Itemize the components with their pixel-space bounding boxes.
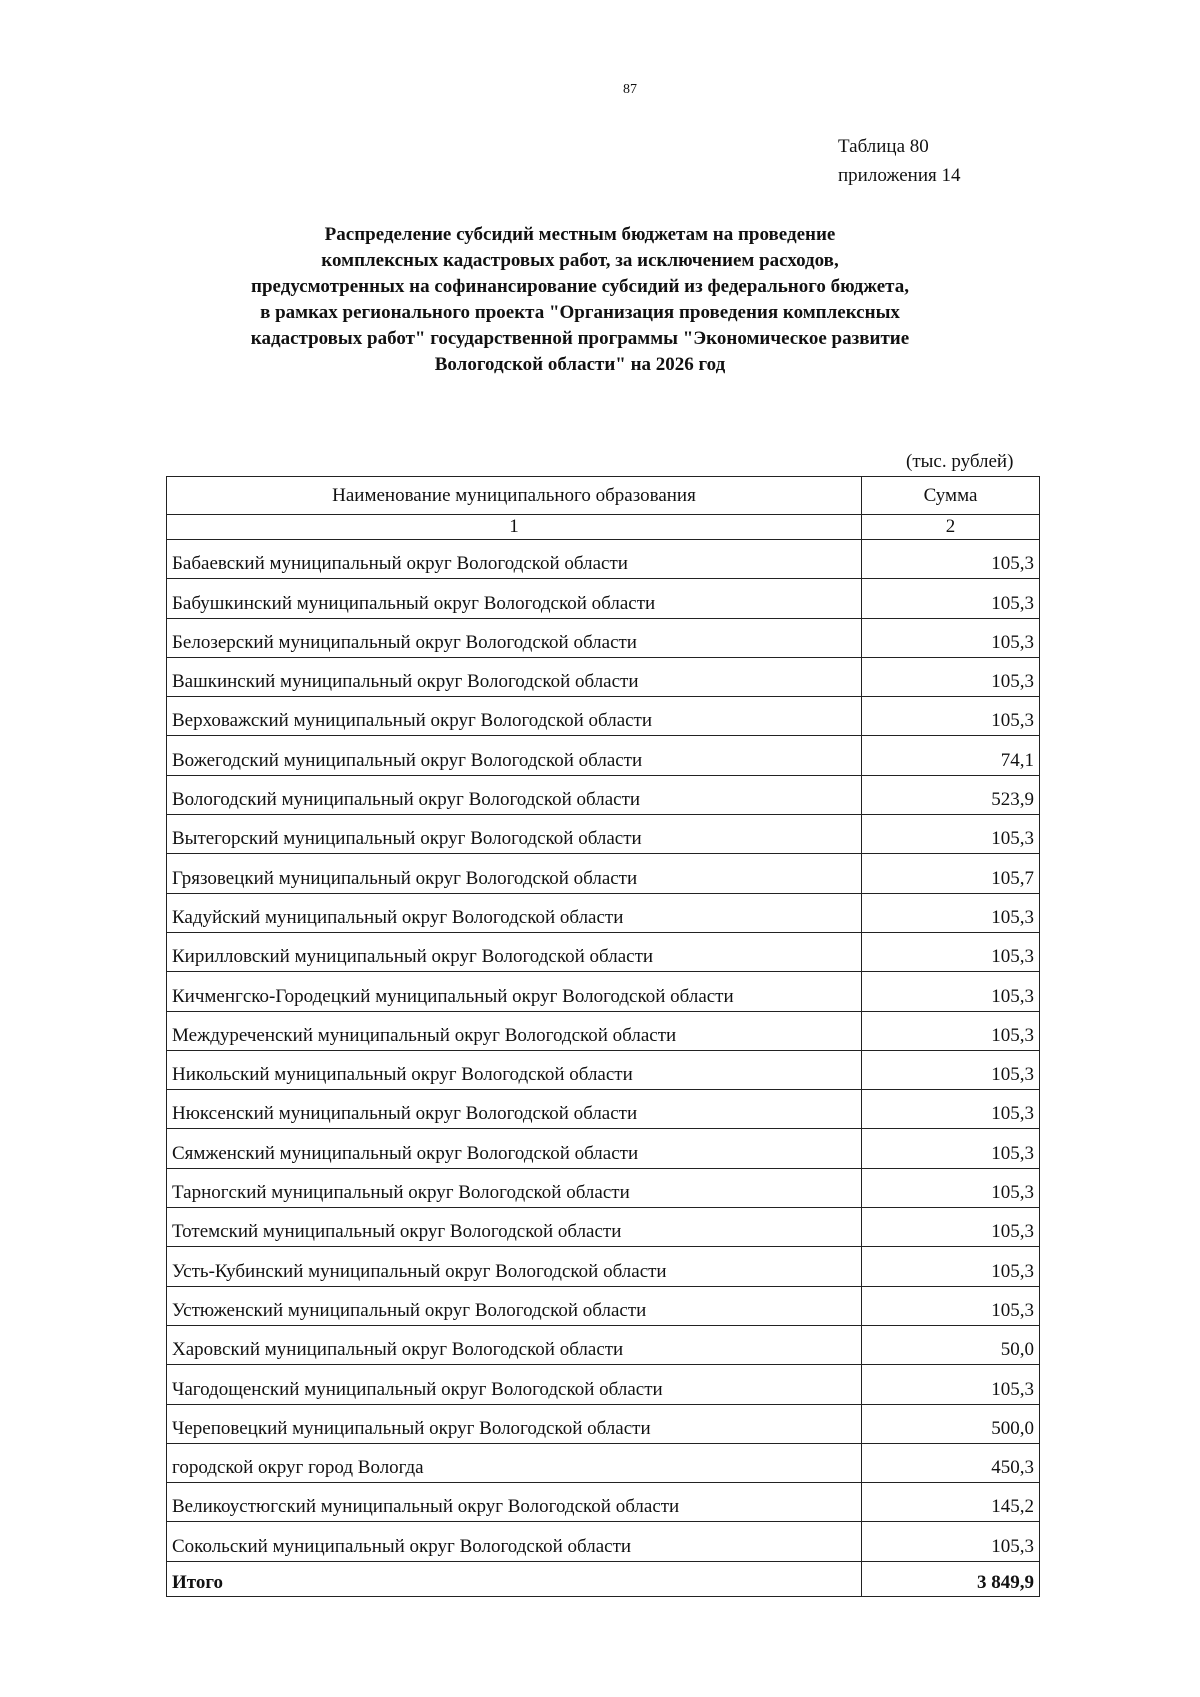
subsidy-amount: 105,3 (862, 1050, 1040, 1089)
municipality-name: Бабаевский муниципальный округ Вологодской области (167, 540, 862, 579)
municipality-name: Кирилловский муниципальный округ Вологодской области (167, 932, 862, 971)
municipality-name: городской округ город Вологда (167, 1443, 862, 1482)
municipality-name: Вытегорский муниципальный округ Вологодской области (167, 815, 862, 854)
municipality-name: Белозерский муниципальный округ Вологодской области (167, 618, 862, 657)
table-row (167, 1365, 1040, 1404)
municipality-name: Кадуйский муниципальный округ Вологодской области (167, 893, 862, 932)
municipality-name: Междуреченский муниципальный округ Вологодской области (167, 1011, 862, 1050)
title-line: предусмотренных на софинансирование субсидий из федерального бюджета, (251, 276, 909, 297)
municipality-name: Сямженский муниципальный округ Вологодской области (167, 1129, 862, 1168)
table-row (167, 1090, 1040, 1129)
header-amount: Сумма (862, 477, 1040, 515)
subsidy-amount: 105,7 (862, 854, 1040, 893)
subsidy-amount: 105,3 (862, 815, 1040, 854)
allocation-table (166, 476, 1040, 1597)
municipality-name: Череповецкий муниципальный округ Вологодской области (167, 1404, 862, 1443)
column-number-row (167, 515, 1040, 540)
table-row (167, 540, 1040, 579)
column-number: 2 (862, 515, 1040, 540)
table-row (167, 1050, 1040, 1089)
header-name: Наименование муниципального образования (167, 477, 862, 515)
table-row (167, 854, 1040, 893)
municipality-name: Харовский муниципальный округ Вологодской области (167, 1325, 862, 1364)
subsidy-amount: 105,3 (862, 1208, 1040, 1247)
table-row (167, 1483, 1040, 1522)
subsidy-amount: 105,3 (862, 1168, 1040, 1207)
municipality-name: Тотемский муниципальный округ Вологодской области (167, 1208, 862, 1247)
municipality-name: Тарногский муниципальный округ Вологодской области (167, 1168, 862, 1207)
subsidy-amount: 105,3 (862, 657, 1040, 696)
page-number: 87 (623, 82, 637, 97)
municipality-name: Сокольский муниципальный округ Вологодской области (167, 1522, 862, 1561)
table-row (167, 1208, 1040, 1247)
table-row (167, 1404, 1040, 1443)
subsidy-amount: 105,3 (862, 1090, 1040, 1129)
subsidy-amount: 105,3 (862, 618, 1040, 657)
title-line: кадастровых работ" государственной программы "Экономическое развитие (250, 328, 910, 349)
subsidy-amount: 105,3 (862, 1011, 1040, 1050)
subsidy-amount: 50,0 (862, 1325, 1040, 1364)
subsidy-amount: 450,3 (862, 1443, 1040, 1482)
header-row (167, 477, 1040, 515)
municipality-name: Кичменгско-Городецкий муниципальный округ Вологодской области (167, 972, 862, 1011)
subsidy-amount: 105,3 (862, 1247, 1040, 1286)
table-row (167, 657, 1040, 696)
subsidy-amount: 105,3 (862, 697, 1040, 736)
table-row (167, 1286, 1040, 1325)
total-row (167, 1561, 1040, 1596)
table-row (167, 1325, 1040, 1364)
subsidy-amount: 500,0 (862, 1404, 1040, 1443)
title-line: Распределение субсидий местным бюджетам на проведение (324, 224, 836, 245)
table-row (167, 775, 1040, 814)
table-row (167, 972, 1040, 1011)
table-row (167, 697, 1040, 736)
title-line: в рамках регионального проекта "Организация проведения комплексных (260, 302, 900, 323)
title-line: Вологодской области" на 2026 год (434, 354, 726, 375)
appendix-number: приложения 14 (838, 165, 961, 186)
municipality-name: Устюженский муниципальный округ Вологодской области (167, 1286, 862, 1325)
subsidy-amount: 74,1 (862, 736, 1040, 775)
table-row (167, 736, 1040, 775)
subsidy-amount: 105,3 (862, 540, 1040, 579)
table-row (167, 932, 1040, 971)
municipality-name: Усть-Кубинский муниципальный округ Вологодской области (167, 1247, 862, 1286)
subsidy-amount: 105,3 (862, 1286, 1040, 1325)
municipality-name: Нюксенский муниципальный округ Вологодской области (167, 1090, 862, 1129)
subsidy-amount: 105,3 (862, 1129, 1040, 1168)
units-label: (тыс. рублей) (906, 451, 1014, 472)
municipality-name: Вожегодский муниципальный округ Вологодской области (167, 736, 862, 775)
table-row (167, 815, 1040, 854)
municipality-name: Грязовецкий муниципальный округ Вологодской области (167, 854, 862, 893)
table-row (167, 1129, 1040, 1168)
subsidy-amount: 105,3 (862, 579, 1040, 618)
subsidy-amount: 105,3 (862, 972, 1040, 1011)
table-row (167, 1011, 1040, 1050)
municipality-name: Верховажский муниципальный округ Вологодской области (167, 697, 862, 736)
table-row (167, 1443, 1040, 1482)
subsidy-amount: 105,3 (862, 893, 1040, 932)
municipality-name: Великоустюгский муниципальный округ Вологодской области (167, 1483, 862, 1522)
municipality-name: Никольский муниципальный округ Вологодской области (167, 1050, 862, 1089)
table-row (167, 1168, 1040, 1207)
subsidy-amount: 105,3 (862, 932, 1040, 971)
subsidy-amount: 105,3 (862, 1365, 1040, 1404)
subsidy-amount: 523,9 (862, 775, 1040, 814)
table-row (167, 1247, 1040, 1286)
column-number: 1 (167, 515, 862, 540)
document-title (150, 222, 1010, 378)
municipality-name: Вологодский муниципальный округ Вологодской области (167, 775, 862, 814)
subsidy-amount: 145,2 (862, 1483, 1040, 1522)
subsidy-amount: 105,3 (862, 1522, 1040, 1561)
total-label: Итого (167, 1561, 862, 1596)
table-row (167, 1522, 1040, 1561)
table-row (167, 618, 1040, 657)
table-number: Таблица 80 (838, 136, 929, 157)
municipality-name: Чагодощенский муниципальный округ Вологодской области (167, 1365, 862, 1404)
municipality-name: Вашкинский муниципальный округ Вологодской области (167, 657, 862, 696)
total-amount: 3 849,9 (862, 1561, 1040, 1596)
table-reference (838, 132, 960, 190)
table-row (167, 579, 1040, 618)
title-line: комплексных кадастровых работ, за исключением расходов, (321, 250, 839, 271)
table-row (167, 893, 1040, 932)
municipality-name: Бабушкинский муниципальный округ Вологодской области (167, 579, 862, 618)
